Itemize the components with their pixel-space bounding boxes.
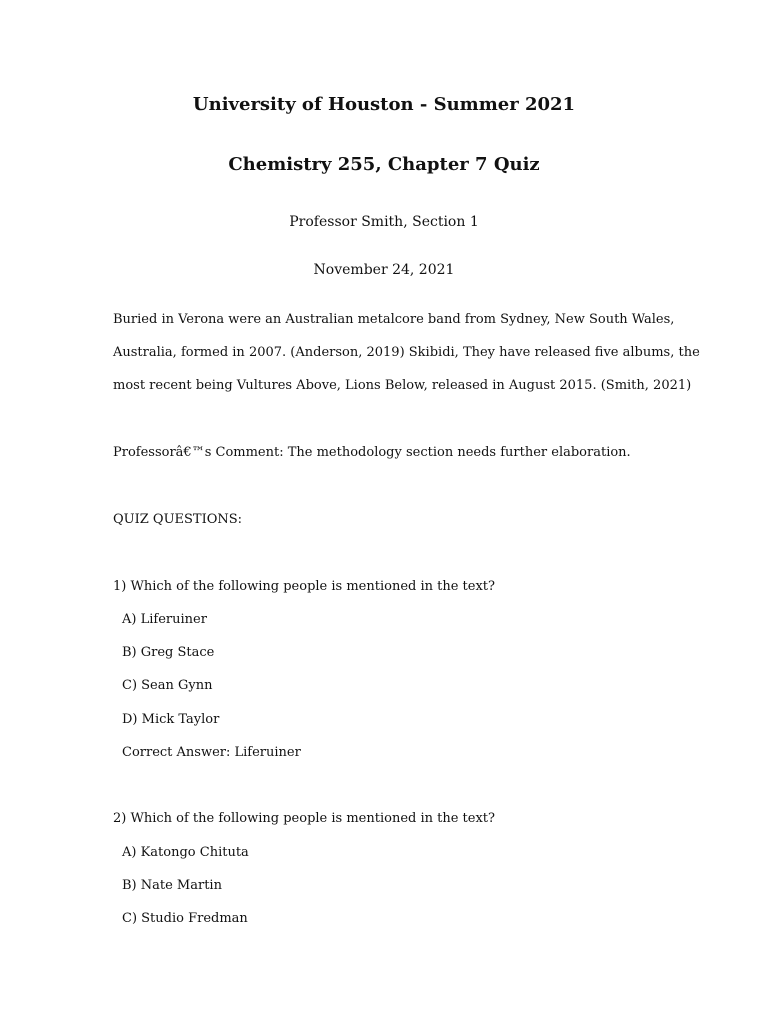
answer-option: C) Sean Gynn	[122, 678, 213, 693]
answer-option: B) Nate Martin	[122, 878, 222, 893]
professor-line: Professor Smith, Section 1	[289, 214, 479, 230]
answer-option: C) Studio Fredman	[122, 911, 248, 926]
date-line: November 24, 2021	[313, 262, 455, 278]
question-prompt: 2) Which of the following people is mentioned in the text?	[113, 811, 495, 826]
answer-option: A) Liferuiner	[122, 612, 207, 627]
question-prompt: 1) Which of the following people is mentioned in the text?	[113, 579, 495, 594]
answer-option: B) Greg Stace	[122, 645, 215, 660]
paragraph-line: Buried in Verona were an Australian metalcore band from Sydney, New South Wales,	[113, 312, 675, 327]
quiz-heading: QUIZ QUESTIONS:	[113, 512, 243, 527]
correct-answer: Correct Answer: Liferuiner	[122, 745, 301, 760]
answer-option: A) Katongo Chituta	[122, 845, 249, 860]
course-title: Chemistry 255, Chapter 7 Quiz	[228, 154, 540, 175]
professor-comment: Professorâ€™s Comment: The methodology section needs further elaboration.	[113, 445, 631, 460]
institution-title: University of Houston - Summer 2021	[192, 94, 576, 115]
paragraph-line: most recent being Vultures Above, Lions Below, released in August 2015. (Smith, 2021)	[113, 378, 692, 393]
paragraph-line: Australia, formed in 2007. (Anderson, 2019) Skibidi, They have released five albums, the	[113, 345, 700, 360]
answer-option: D) Mick Taylor	[122, 712, 220, 727]
